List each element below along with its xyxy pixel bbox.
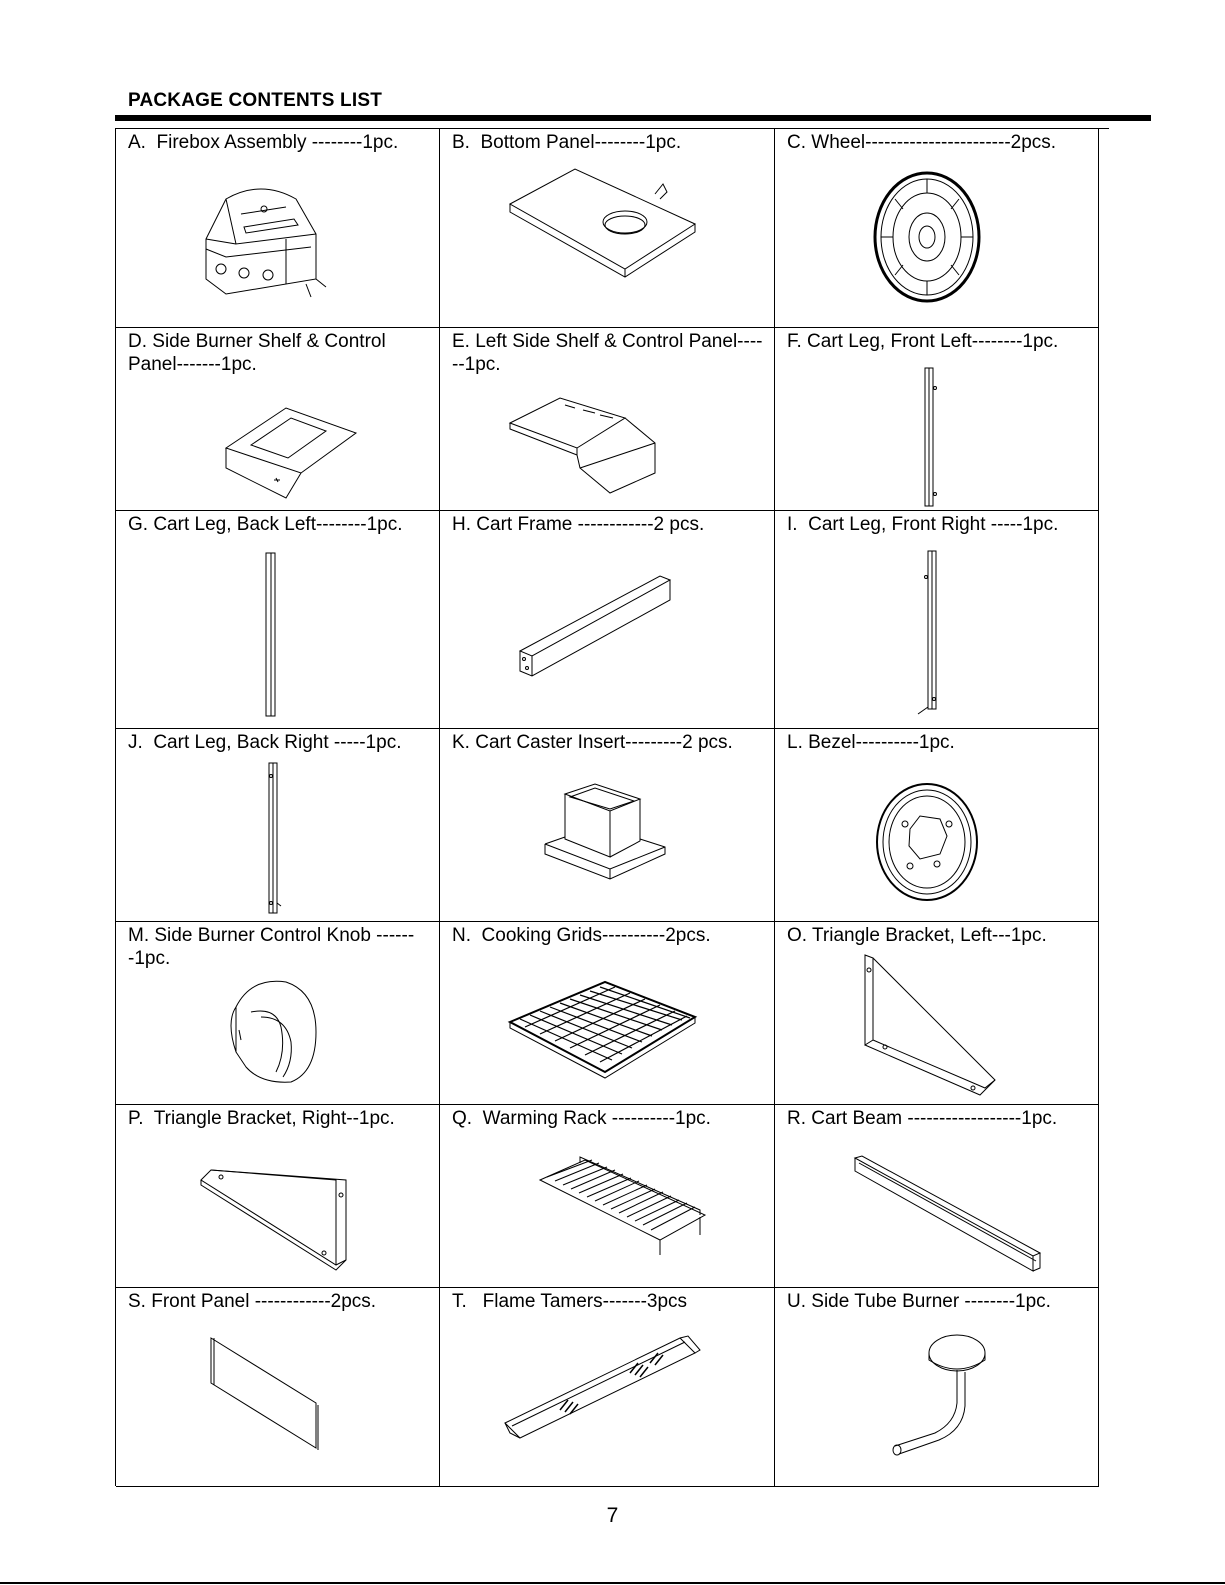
bezel-icon (865, 774, 985, 909)
cart-frame-icon (510, 566, 680, 681)
part-label: J. Cart Leg, Back Right -----1pc. (128, 732, 402, 753)
part-label: G. Cart Leg, Back Left--------1pc. (128, 514, 403, 535)
cart-leg-back-right-icon (261, 761, 291, 921)
side-tube-burner-icon (875, 1328, 995, 1458)
triangle-bracket-right-icon (196, 1155, 366, 1280)
part-label: T. Flame Tamers-------3pcs (452, 1291, 688, 1312)
part-cell-f (775, 328, 1099, 511)
part-cell-s (116, 1288, 440, 1487)
part-label: L. Bezel----------1pc. (787, 732, 955, 753)
part-cell-e (440, 328, 775, 511)
part-cell-k (440, 729, 775, 922)
cart-leg-front-right-icon (910, 549, 950, 719)
bottom-panel-icon (505, 164, 705, 284)
left-side-shelf-icon (505, 393, 685, 503)
part-cell-c (775, 129, 1099, 328)
contents-grid (115, 128, 1109, 1486)
cart-caster-insert-icon (540, 779, 690, 894)
cooking-grids-icon (505, 962, 705, 1102)
part-label: O. Triangle Bracket, Left---1pc. (787, 925, 1047, 946)
part-label: I. Cart Leg, Front Right -----1pc. (787, 514, 1059, 535)
part-cell-m (116, 922, 440, 1105)
part-label: R. Cart Beam ------------------1pc. (787, 1108, 1058, 1129)
page-title: PACKAGE CONTENTS LIST (128, 90, 383, 111)
part-cell-o (775, 922, 1099, 1105)
part-cell-j (116, 729, 440, 922)
part-cell-p (116, 1105, 440, 1288)
part-label: F. Cart Leg, Front Left--------1pc. (787, 331, 1059, 352)
part-label: S. Front Panel ------------2pcs. (128, 1291, 377, 1312)
page-number: 7 (606, 1504, 619, 1527)
triangle-bracket-left-icon (855, 950, 1005, 1105)
part-cell-a (116, 129, 440, 328)
part-label: U. Side Tube Burner --------1pc. (787, 1291, 1051, 1312)
part-label: B. Bottom Panel--------1pc. (452, 132, 682, 153)
part-label: Q. Warming Rack ----------1pc. (452, 1108, 711, 1129)
part-label: P. Triangle Bracket, Right--1pc. (128, 1108, 395, 1129)
part-label: A. Firebox Assembly --------1pc. (128, 132, 399, 153)
cart-leg-front-left-icon (915, 366, 945, 511)
firebox-assembly-icon (186, 169, 336, 309)
bottom-rule (0, 1582, 1225, 1584)
part-label: C. Wheel-----------------------2pcs. (787, 132, 1057, 153)
front-panel-icon (206, 1333, 326, 1453)
control-knob-icon (221, 972, 331, 1092)
part-cell-d (116, 328, 440, 511)
cart-leg-back-left-icon (256, 551, 286, 721)
wheel-icon (855, 159, 995, 309)
part-label: M. Side Burner Control Knob -------1pc. (128, 925, 415, 969)
part-cell-h (440, 511, 775, 729)
flame-tamers-icon (500, 1328, 710, 1448)
part-cell-g (116, 511, 440, 729)
part-label: N. Cooking Grids----------2pcs. (452, 925, 711, 946)
part-cell-l (775, 729, 1099, 922)
side-burner-shelf-icon (216, 393, 366, 503)
warming-rack-icon (535, 1155, 715, 1265)
part-label: D. Side Burner Shelf & Control Panel-------1pc. (128, 331, 391, 375)
part-cell-r (775, 1105, 1099, 1288)
part-cell-n (440, 922, 775, 1105)
part-cell-i (775, 511, 1099, 729)
part-label: E. Left Side Shelf & Control Panel------1pc. (452, 331, 763, 375)
part-label: H. Cart Frame ------------2 pcs. (452, 514, 705, 535)
cart-beam-icon (850, 1153, 1045, 1283)
part-cell-b (440, 129, 775, 328)
part-cell-t (440, 1288, 775, 1487)
part-cell-u (775, 1288, 1099, 1487)
part-cell-q (440, 1105, 775, 1288)
title-rule (115, 115, 1151, 121)
part-label: K. Cart Caster Insert---------2 pcs. (452, 732, 733, 753)
